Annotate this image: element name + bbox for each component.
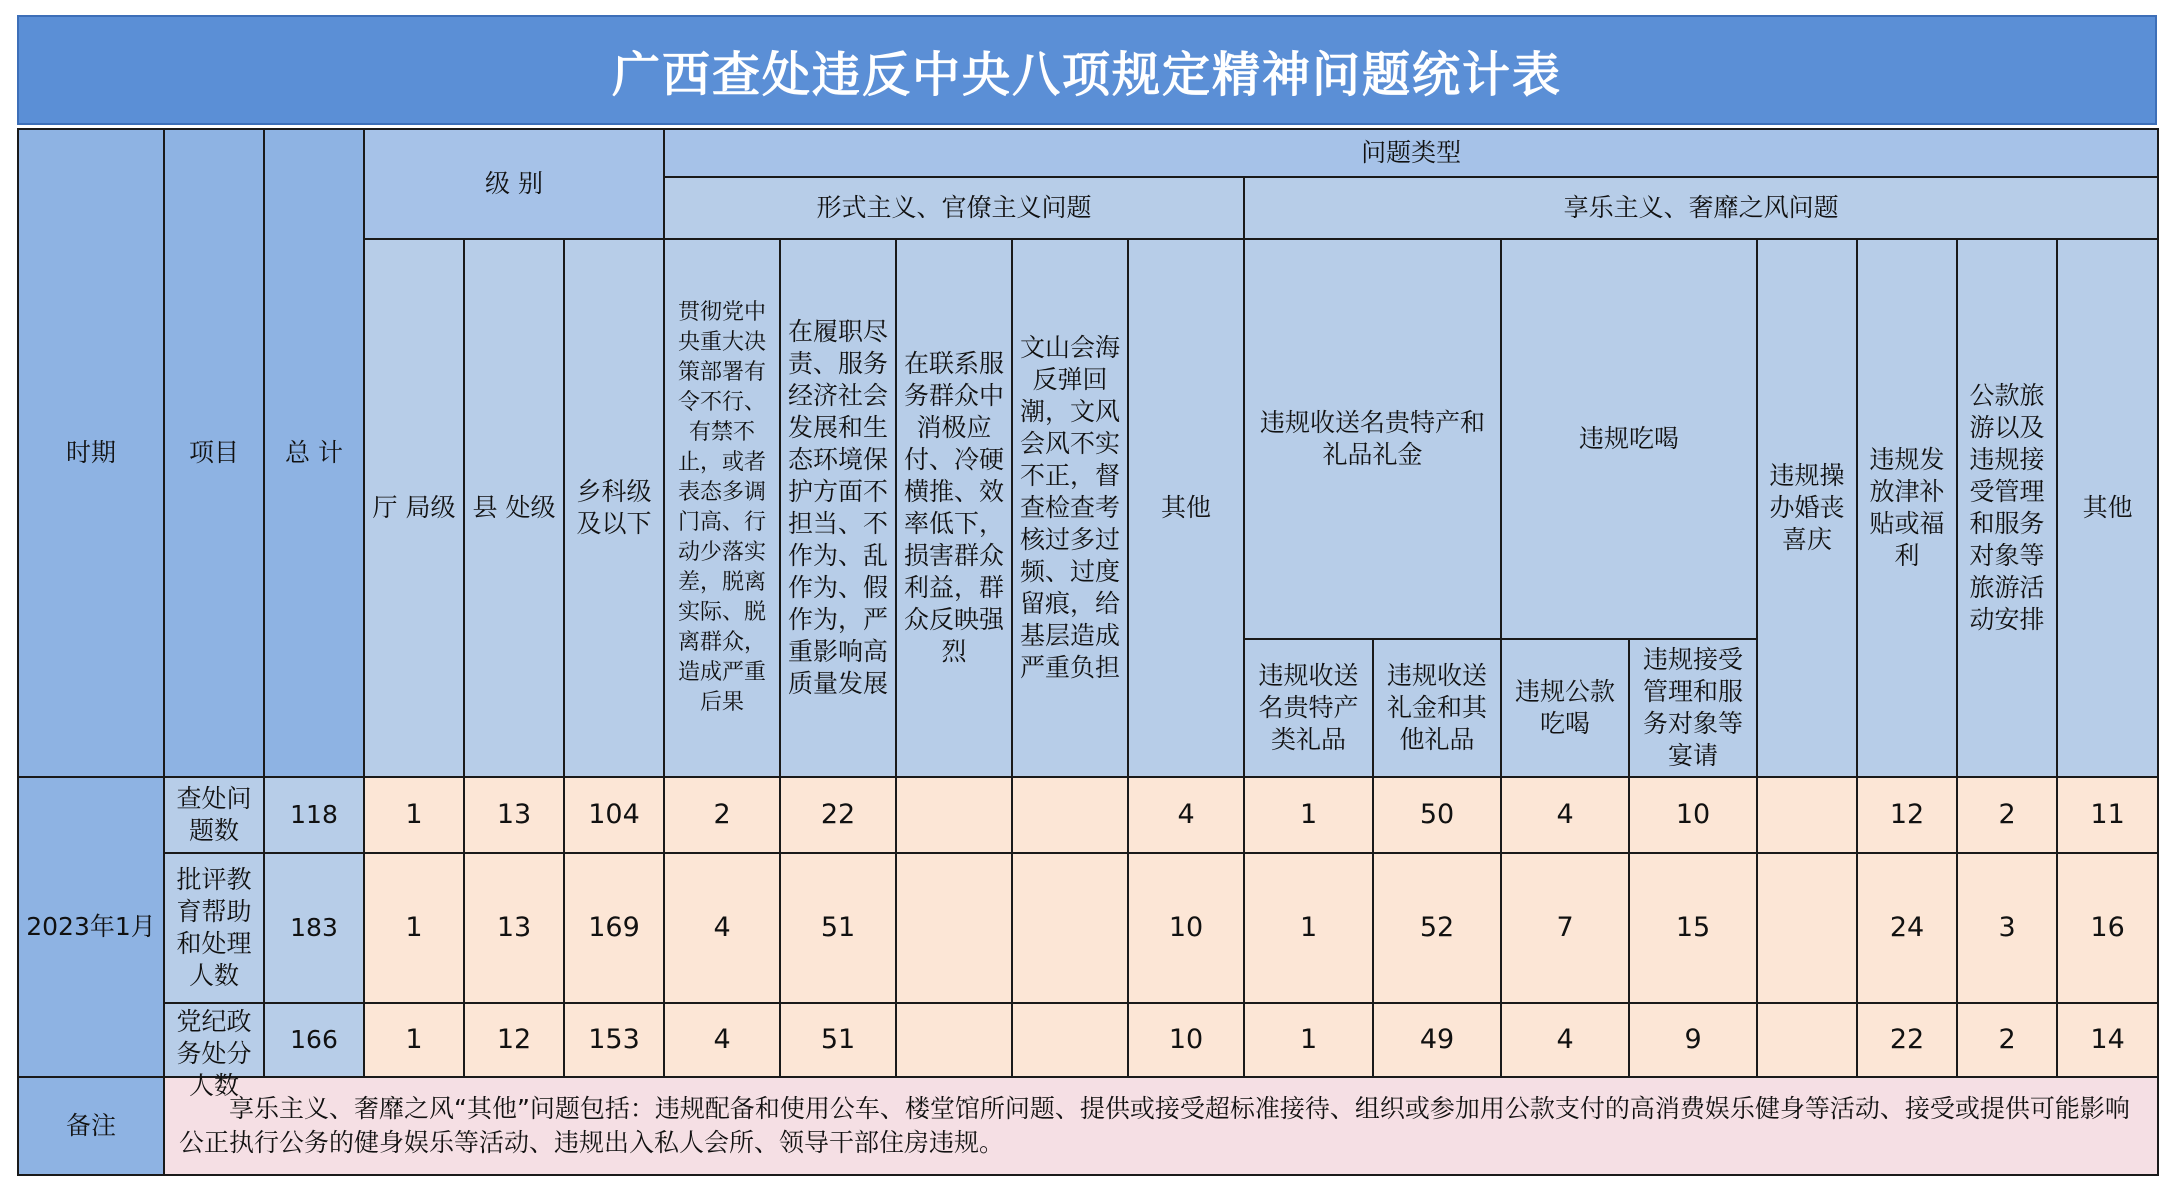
header-formalism-3: 在联系服务群众中消极应付、冷硬横推、效率低下，损害群众利益，群众反映强烈 — [896, 239, 1012, 777]
cell: 2 — [664, 777, 780, 853]
header-gifts-group: 违规收送名贵特产和礼品礼金 — [1244, 239, 1501, 639]
header-period: 时期 — [18, 129, 164, 777]
cell: 153 — [564, 1003, 664, 1077]
header-item: 项目 — [164, 129, 264, 777]
cell: 3 — [1957, 853, 2057, 1003]
cell: 4 — [664, 1003, 780, 1077]
cell: 22 — [1857, 1003, 1957, 1077]
cell: 15 — [1629, 853, 1757, 1003]
cell: 4 — [664, 853, 780, 1003]
header-level-township: 乡科级及以下 — [564, 239, 664, 777]
cell — [1757, 777, 1857, 853]
cell: 1 — [1244, 777, 1373, 853]
header-gifts-money: 违规收送礼金和其他礼品 — [1373, 639, 1501, 777]
header-formalism-group: 形式主义、官僚主义问题 — [664, 177, 1244, 239]
note-row — [18, 1077, 2158, 1175]
cell: 49 — [1373, 1003, 1501, 1077]
cell — [896, 1003, 1012, 1077]
cell: 14 — [2057, 1003, 2158, 1077]
header-weddings-funerals: 违规操办婚丧喜庆 — [1757, 239, 1857, 777]
title-bar — [17, 15, 2157, 125]
header-tourism: 公款旅游以及违规接受管理和服务对象等旅游活动安排 — [1957, 239, 2057, 777]
table-row — [18, 777, 2158, 853]
cell: 169 — [564, 853, 664, 1003]
header-formalism-other: 其他 — [1128, 239, 1244, 777]
cell: 51 — [780, 853, 896, 1003]
page-title: 广西查处违反中央八项规定精神问题统计表 — [611, 46, 1562, 103]
cell: 1 — [1244, 853, 1373, 1003]
header-total: 总 计 — [264, 129, 364, 777]
cell — [1012, 777, 1128, 853]
row-item: 党纪政务处分人数 — [164, 1003, 264, 1077]
header-dining-banquet: 违规接受管理和服务对象等宴请 — [1629, 639, 1757, 777]
cell: 12 — [1857, 777, 1957, 853]
cell: 9 — [1629, 1003, 1757, 1077]
header-gifts-specialty: 违规收送名贵特产类礼品 — [1244, 639, 1373, 777]
cell: 13 — [464, 777, 564, 853]
cell — [896, 853, 1012, 1003]
cell: 4 — [1501, 1003, 1629, 1077]
cell: 24 — [1857, 853, 1957, 1003]
cell: 1 — [364, 1003, 464, 1077]
cell: 12 — [464, 1003, 564, 1077]
row-total: 166 — [264, 1003, 364, 1077]
row-item: 查处问题数 — [164, 777, 264, 853]
cell: 50 — [1373, 777, 1501, 853]
period-cell: 2023年1月 — [18, 777, 164, 1077]
header-formalism-1: 贯彻党中央重大决策部署有令不行、有禁不止，或者表态多调门高、行动少落实差，脱离实际、脱离群众，造成严重后果 — [664, 239, 780, 777]
header-level-county: 县 处级 — [464, 239, 564, 777]
cell: 1 — [1244, 1003, 1373, 1077]
cell: 2 — [1957, 777, 2057, 853]
statistics-table — [17, 128, 2159, 1176]
header-allowances: 违规发放津补贴或福利 — [1857, 239, 1957, 777]
cell: 16 — [2057, 853, 2158, 1003]
cell: 11 — [2057, 777, 2158, 853]
cell: 104 — [564, 777, 664, 853]
cell: 10 — [1128, 1003, 1244, 1077]
cell: 2 — [1957, 1003, 2057, 1077]
cell — [1757, 853, 1857, 1003]
row-total: 183 — [264, 853, 364, 1003]
cell: 22 — [780, 777, 896, 853]
cell: 1 — [364, 853, 464, 1003]
header-problem-type: 问题类型 — [664, 129, 2158, 177]
cell: 10 — [1128, 853, 1244, 1003]
row-item: 批评教育帮助和处理人数 — [164, 853, 264, 1003]
header-dining-public: 违规公款吃喝 — [1501, 639, 1629, 777]
cell: 51 — [780, 1003, 896, 1077]
cell: 7 — [1501, 853, 1629, 1003]
cell: 4 — [1501, 777, 1629, 853]
cell — [1012, 1003, 1128, 1077]
cell: 52 — [1373, 853, 1501, 1003]
header-formalism-2: 在履职尽责、服务经济社会发展和生态环境保护方面不担当、不作为、乱作为、假作为，严重影响高质量发展 — [780, 239, 896, 777]
cell: 4 — [1128, 777, 1244, 853]
cell — [896, 777, 1012, 853]
header-hedonism-other: 其他 — [2057, 239, 2158, 777]
header-formalism-4: 文山会海反弹回潮，文风会风不实不正，督查检查考核过多过频、过度留痕，给基层造成严重负担 — [1012, 239, 1128, 777]
header-dining-group: 违规吃喝 — [1501, 239, 1757, 639]
header-hedonism-group: 享乐主义、奢靡之风问题 — [1244, 177, 2158, 239]
cell — [1757, 1003, 1857, 1077]
note-text: 享乐主义、奢靡之风“其他”问题包括：违规配备和使用公车、楼堂馆所问题、提供或接受超标准接待、组织或参加用公款支付的高消费娱乐健身等活动、接受或提供可能影响公正执行公务的健身娱乐等活动、违规出入私人会所、领导干部住房违规。 — [164, 1077, 2158, 1175]
header-level-bureau: 厅 局级 — [364, 239, 464, 777]
table-row — [18, 853, 2158, 1003]
cell — [1012, 853, 1128, 1003]
cell: 1 — [364, 777, 464, 853]
cell: 13 — [464, 853, 564, 1003]
note-label: 备注 — [18, 1077, 164, 1175]
row-total: 118 — [264, 777, 364, 853]
header-level-group: 级 别 — [364, 129, 664, 239]
cell: 10 — [1629, 777, 1757, 853]
table-row — [18, 1003, 2158, 1077]
